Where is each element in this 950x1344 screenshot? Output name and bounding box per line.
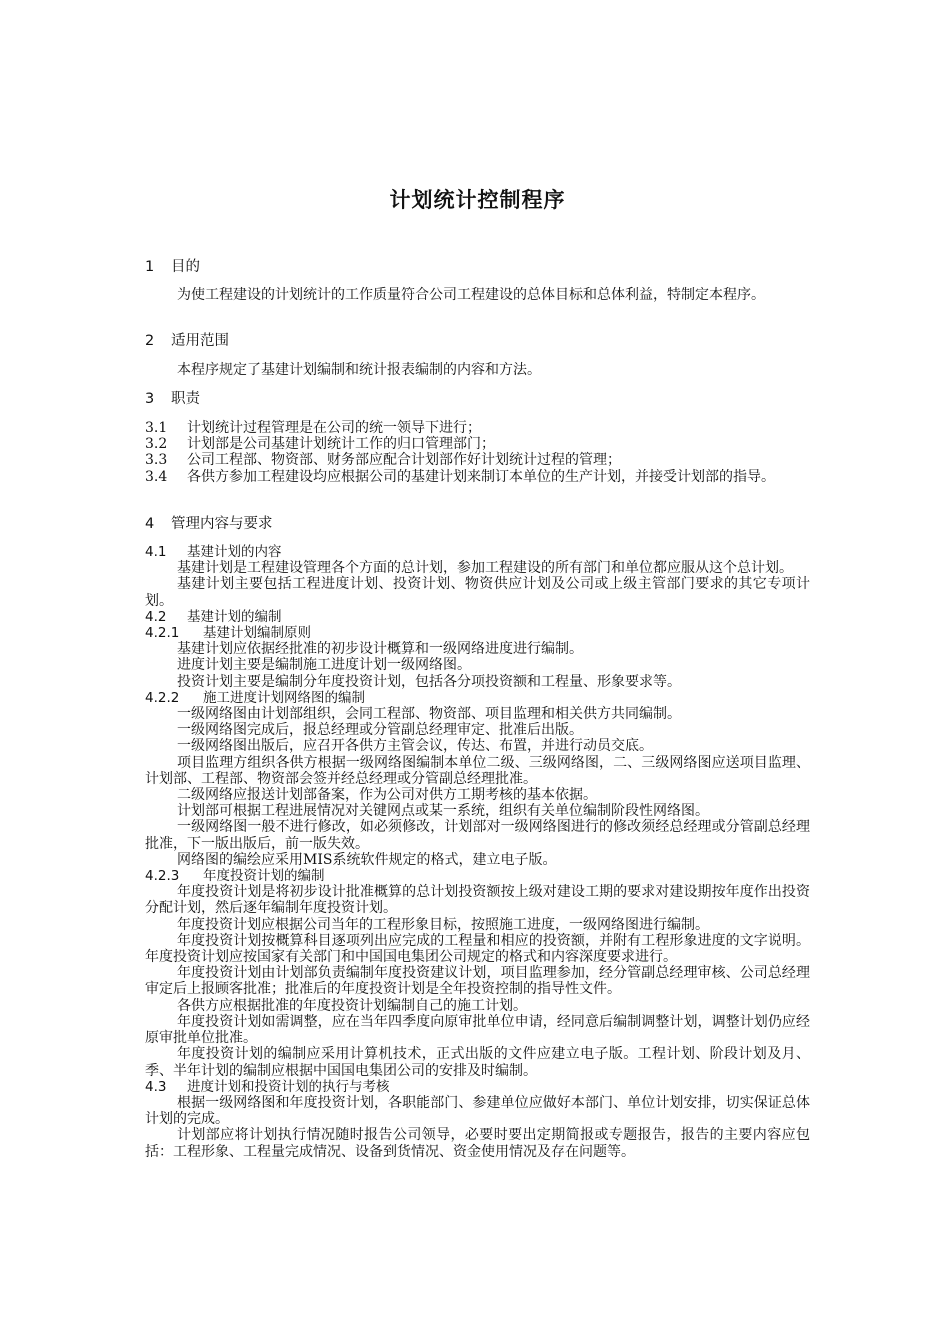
subsection-4-2-2-heading: 4.2.2 施工进度计划网络图的编制 <box>145 689 365 706</box>
section-4-body <box>145 544 810 1160</box>
section-3-list <box>145 420 810 485</box>
paragraph: 计划部应将计划执行情况随时报告公司领导，必要时要出定期简报或专题报告，报告的主要内容应包括：工程形象、工程量完成情况、设备到货情况、资金使用情况及存在问题等。 <box>145 1127 810 1160</box>
section-2-text: 本程序规定了基建计划编制和统计报表编制的内容和方法。 <box>177 362 541 378</box>
subsection-4-3-heading: 4.3 进度计划和投资计划的执行与考核 <box>145 1078 390 1095</box>
section-4-heading <box>145 515 273 533</box>
section-number: 3 <box>145 391 155 407</box>
paragraph: 二级网络应报送计划部备案，作为公司对供方工期考核的基本依据。 <box>177 787 597 804</box>
section-1-heading <box>145 258 200 276</box>
paragraph: 根据一级网络图和年度投资计划，各职能部门、参建单位应做好本部门、单位计划安排，切实保证总体计划的完成。 <box>145 1094 810 1128</box>
list-item: 3.1 计划统计过程管理是在公司的统一领导下进行； <box>145 420 481 436</box>
paragraph: 各供方应根据批准的年度投资计划编制自己的施工计划。 <box>177 997 527 1014</box>
paragraph: 年度投资计划的编制应采用计算机技术，正式出版的文件应建立电子版。工程计划、阶段计划及月、季、半年计划的编制应根据中国国电集团公司的安排及时编制。 <box>145 1046 810 1079</box>
paragraph: 年度投资计划按概算科目逐项列出应完成的工程量和相应的投资额，并附有工程形象进度的文字说明。年度投资计划应按国家有关部门和中国国电集团公司规定的格式和内容深度要求进行。 <box>145 932 810 966</box>
subsection-4-2-heading: 4.2 基建计划的编制 <box>145 608 282 625</box>
paragraph: 一级网络图出版后，应召开各供方主管会议，传达、布置，并进行动员交底。 <box>177 738 653 755</box>
section-number: 2 <box>145 333 155 349</box>
section-title: 管理内容与要求 <box>171 516 273 532</box>
paragraph: 基建计划主要包括工程进度计划、投资计划、物资供应计划及公司或上级主管部门要求的其它专项计划。 <box>145 576 810 609</box>
paragraph: 基建计划应依据经批准的初步设计概算和一级网络进度进行编制。 <box>177 641 583 658</box>
paragraph: 网络图的编绘应采用MIS系统软件规定的格式，建立电子版。 <box>177 851 557 868</box>
section-title: 目的 <box>171 259 200 275</box>
list-item: 3.2 计划部是公司基建计划统计工作的归口管理部门； <box>145 436 495 453</box>
subsection-4-2-1-heading: 4.2.1 基建计划编制原则 <box>145 625 311 642</box>
section-2-heading <box>145 332 229 350</box>
section-title: 职责 <box>171 391 200 407</box>
paragraph: 一级网络图完成后，报总经理或分管副总经理审定、批准后出版。 <box>177 722 583 739</box>
paragraph: 年度投资计划应根据公司当年的工程形象目标，按照施工进度，一级网络图进行编制。 <box>177 916 709 933</box>
list-item: 3.3 公司工程部、物资部、财务部应配合计划部作好计划统计过程的管理； <box>145 452 621 469</box>
list-item: 3.4 各供方参加工程建设均应根据公司的基建计划来制订本单位的生产计划，并接受计划部的指导。 <box>145 468 775 485</box>
section-3-heading <box>145 390 200 408</box>
paragraph: 年度投资计划由计划部负责编制年度投资建议计划，项目监理参加，经分管副总经理审核、公司总经理审定后上报顾客批准；批准后的年度投资计划是全年投资控制的指导性文件。 <box>145 965 810 998</box>
section-title: 适用范围 <box>171 333 229 349</box>
section-number: 1 <box>145 259 155 275</box>
subsection-4-1-heading: 4.1 基建计划的内容 <box>145 544 282 560</box>
section-number: 4 <box>145 516 155 532</box>
paragraph: 投资计划主要是编制分年度投资计划，包括各分项投资额和工程量、形象要求等。 <box>177 673 681 690</box>
subsection-4-2-3-heading: 4.2.3 年度投资计划的编制 <box>145 868 325 885</box>
paragraph: 基建计划是工程建设管理各个方面的总计划，参加工程建设的所有部门和单位都应服从这个总计划。 <box>177 560 793 577</box>
section-1-text: 为使工程建设的计划统计的工作质量符合公司工程建设的总体目标和总体利益，特制定本程序。 <box>177 287 765 303</box>
paragraph: 一级网络图由计划部组织，会同工程部、物资部、项目监理和相关供方共同编制。 <box>177 706 681 723</box>
paragraph: 项目监理方组织各供方根据一级网络图编制本单位二级、三级网络图，二、三级网络图应送项目监理、计划部、工程部、物资部会签并经总经理或分管副总经理批准。 <box>145 754 810 787</box>
paragraph: 计划部可根据工程进展情况对关键网点或某一系统，组织有关单位编制阶段性网络图。 <box>177 803 709 820</box>
paragraph: 年度投资计划如需调整，应在当年四季度向原审批单位申请，经同意后编制调整计划，调整计划仍应经原审批单位批准。 <box>145 1013 810 1047</box>
paragraph: 一级网络图一般不进行修改，如必须修改，计划部对一级网络图进行的修改须经总经理或分管副总经理批准，下一版出版后，前一版失效。 <box>145 819 810 852</box>
page-title: 计划统计控制程序 <box>389 188 566 212</box>
paragraph: 进度计划主要是编制施工进度计划一级网络图。 <box>177 657 471 674</box>
paragraph: 年度投资计划是将初步设计批准概算的总计划投资额按上级对建设工期的要求对建设期按年度作出投资分配计划，然后逐年编制年度投资计划。 <box>145 884 810 917</box>
